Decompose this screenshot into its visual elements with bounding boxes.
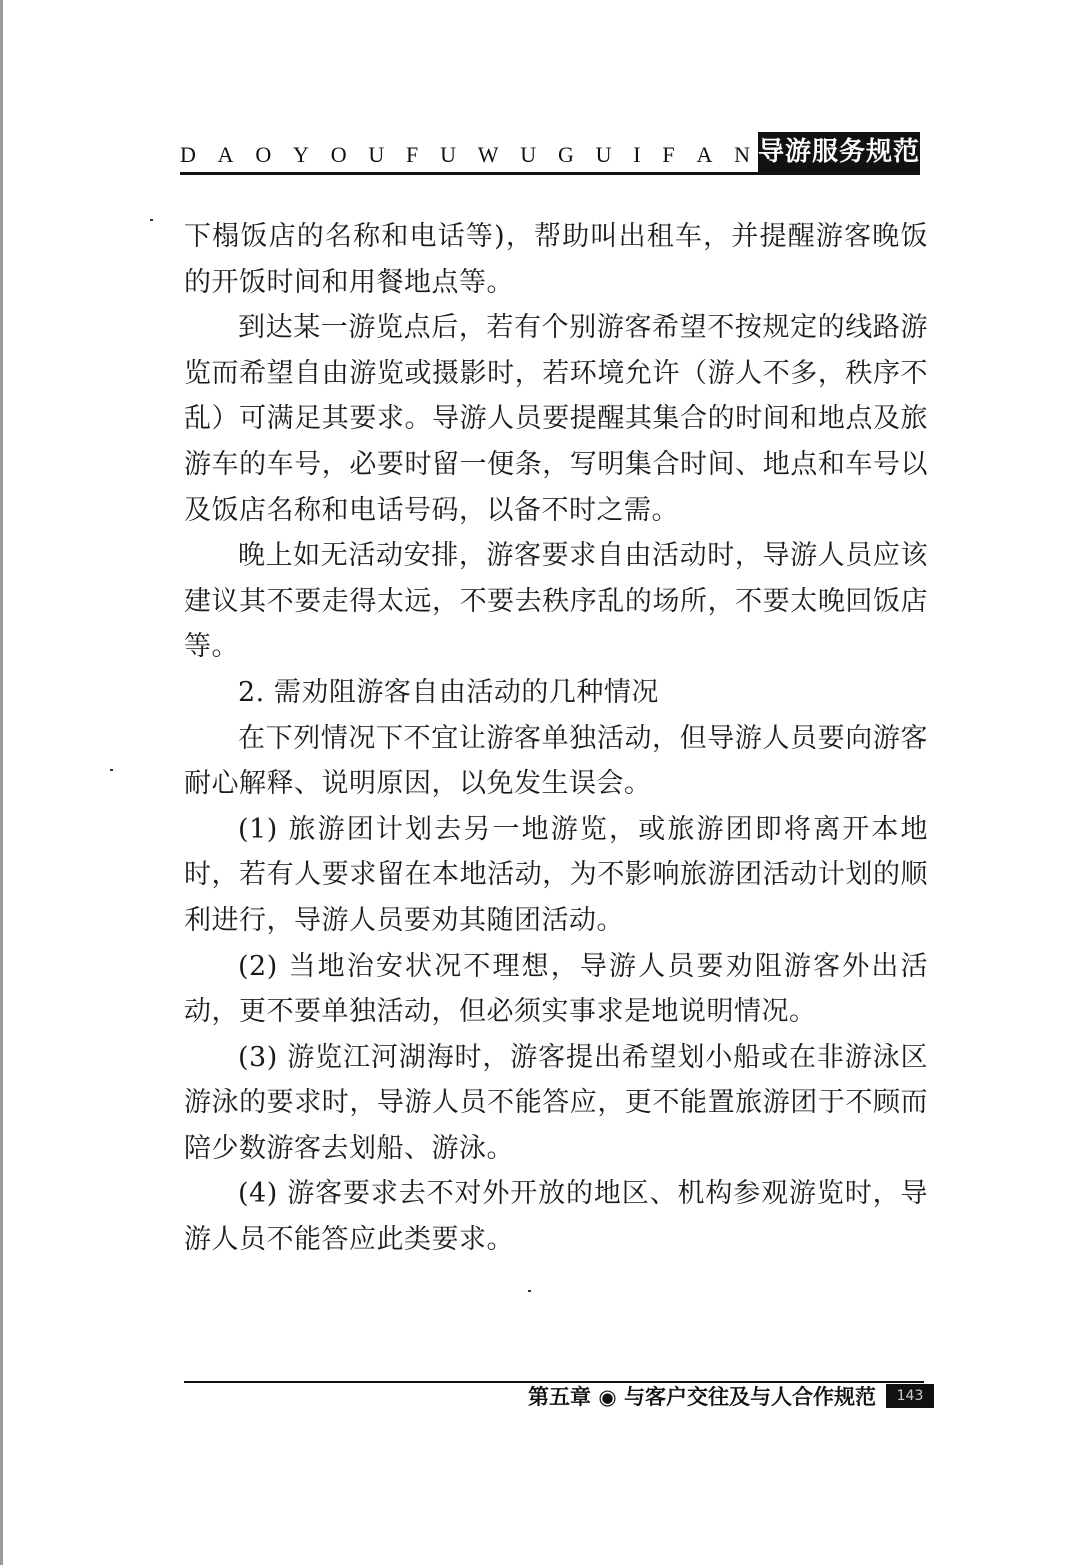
- header-letter: W: [477, 142, 499, 167]
- header-letter: F: [406, 142, 419, 167]
- body-text: [184, 214, 928, 1263]
- list-item: (1) 旅游团计划去另一地游览，或旅游团即将离开本地时，若有人要求留在本地活动，为不影响旅游团活动计划的顺利进行，导游人员要劝其随团活动。: [184, 813, 928, 936]
- header-letter: A: [217, 142, 234, 167]
- header-pinyin: [180, 142, 750, 168]
- list-item: (3) 游览江河湖海时，游客提出希望划小船或在非游泳区游泳的要求时，导游人员不能答应，更不能置旅游团于不顾而陪少数游客去划船、游泳。: [184, 1041, 928, 1164]
- header-letter: U: [368, 142, 385, 167]
- paragraph: 到达某一游览点后，若有个别游客希望不按规定的线路游览而希望自由游览或摄影时，若环境允许（游人不多，秩序不乱）可满足其要求。导游人员要提醒其集合的时间和地点及旅游车的车号，必要时留一便条，写明集合时间、地点和车号以及饭店名称和电话号码，以备不时之需。: [184, 312, 928, 526]
- running-header: [180, 132, 920, 174]
- header-letter: G: [557, 142, 574, 167]
- header-letter: U: [440, 142, 456, 167]
- header-letter: D: [180, 142, 196, 167]
- page-number: 143: [886, 1384, 934, 1408]
- header-letter: Y: [293, 142, 309, 167]
- scan-speck: [150, 219, 153, 221]
- header-letter: I: [633, 142, 641, 167]
- scan-speck: [528, 1290, 531, 1292]
- footer-chapter-title: 第五章 ◉ 与客户交往及与人合作规范: [528, 1385, 876, 1409]
- header-letter: O: [255, 142, 272, 167]
- header-letter: A: [696, 142, 713, 167]
- section-heading: 2. 需劝阻游客自由活动的几种情况: [238, 676, 659, 708]
- list-item: (2) 当地治安状况不理想，导游人员要劝阻游客外出活动，更不要单独活动，但必须实事求是地说明情况。: [184, 950, 928, 1028]
- running-footer: [184, 1378, 934, 1412]
- header-rule: [180, 172, 920, 175]
- list-item: (4) 游客要求去不对外开放的地区、机构参观游览时，导游人员不能答应此类要求。: [184, 1178, 928, 1256]
- header-letter: U: [520, 142, 537, 167]
- header-letter: N: [734, 142, 750, 167]
- paragraph-continued: 下榻饭店的名称和电话等)，帮助叫出租车，并提醒游客晚饭的开饭时间和用餐地点等。: [184, 221, 928, 298]
- header-letter: U: [595, 142, 612, 167]
- paragraph: 在下列情况下不宜让游客单独活动，但导游人员要向游客耐心解释、说明原因，以免发生误会。: [184, 722, 928, 800]
- header-book-title: 导游服务规范: [758, 132, 920, 172]
- scan-speck: [110, 769, 113, 771]
- paragraph: 晚上如无活动安排，游客要求自由活动时，导游人员应该建议其不要走得太远，不要去秩序乱的场所，不要太晚回饭店等。: [184, 540, 928, 663]
- page-left-edge: [0, 0, 3, 1565]
- header-letter: F: [662, 142, 675, 167]
- header-letter: O: [330, 142, 347, 167]
